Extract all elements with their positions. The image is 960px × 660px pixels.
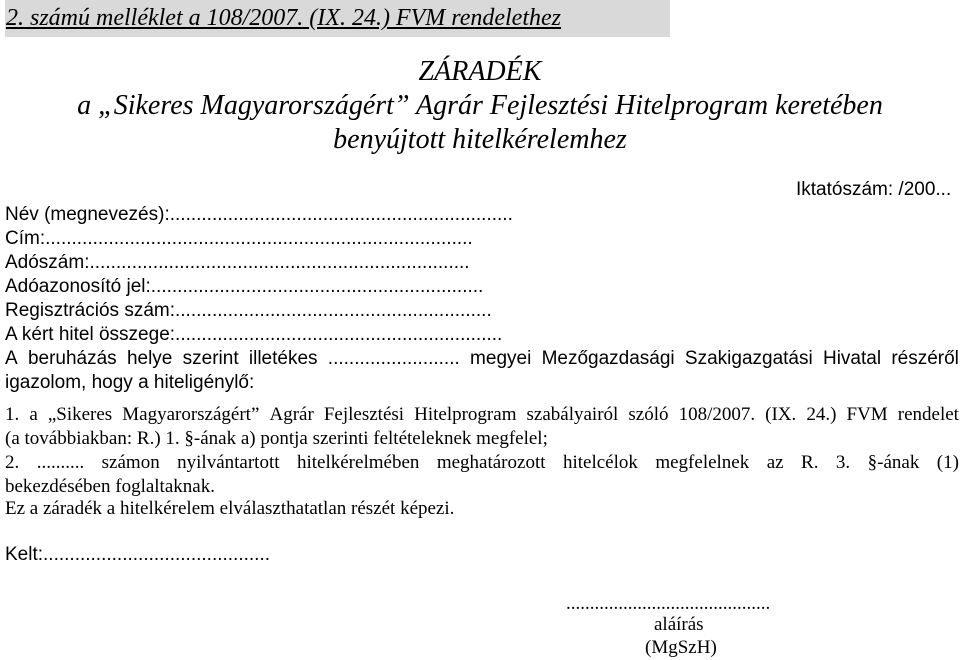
word: .........................: [327, 348, 460, 369]
word: megfelelnek: [655, 452, 750, 473]
beruhazas-line: [5, 349, 959, 368]
field-regisztracios: Regisztrációs szám:............................................................: [5, 300, 492, 321]
word: beruházás: [27, 348, 117, 369]
word: Hivatal: [822, 348, 882, 369]
word: szóló: [628, 404, 669, 425]
word: nyilvántartott: [177, 452, 280, 473]
iktatoszam-label: Iktatószám: /200...: [796, 179, 952, 200]
field-cim: Cím:.................................................................................: [5, 228, 473, 249]
word: Agrár: [269, 404, 314, 425]
point2-line2: bekezdésében foglaltaknak.: [5, 476, 215, 497]
word: 1.: [5, 404, 20, 425]
word: Mezőgazdasági: [541, 348, 675, 369]
word: szerint: [182, 348, 239, 369]
word: Magyarországért”: [122, 404, 260, 425]
point1-line1: [5, 405, 959, 424]
title-program: a „Sikeres Magyarországért” Agrár Fejlesztési Hitelprogram keretében: [77, 90, 883, 121]
title-zaradek: ZÁRADÉK: [418, 56, 542, 87]
point1-line2: (a továbbiakban: R.) 1. §-ának a) pontja szerinti feltételeknek megfelel;: [5, 428, 548, 449]
point2-line1: [5, 453, 959, 472]
word: az: [766, 452, 784, 473]
annex-header: 2. számú melléklet a 108/2007. (IX. 24.) FVM rendelethez: [5, 0, 670, 37]
word: hitelkérelmében: [296, 452, 420, 473]
field-nev: Név (megnevezés):.................................................................: [5, 204, 513, 225]
field-adoazonosito: Adóazonosító jel:...............................................................: [5, 276, 484, 297]
word: megyei: [470, 348, 532, 369]
word: rendelet: [897, 404, 959, 425]
word: ..........: [36, 452, 85, 473]
word: Fejlesztési: [323, 404, 405, 425]
word: (1): [936, 452, 959, 473]
word: 3.: [835, 452, 851, 473]
word: szabályairól: [526, 404, 619, 425]
word: illetékes: [248, 348, 318, 369]
word: 2.: [5, 452, 20, 473]
word: hitelcélok: [562, 452, 638, 473]
word: Hitelprogram: [414, 404, 517, 425]
zaradek-statement: Ez a záradék a hitelkérelem elválaszthatatlan részét képezi.: [5, 498, 455, 519]
word: „Sikeres: [47, 404, 113, 425]
field-hitel-osszeg: A kért hitel összege:..............................................................: [5, 324, 503, 345]
word: számon: [101, 452, 160, 473]
word: R.: [801, 452, 819, 473]
signature-org: (MgSzH): [645, 637, 717, 658]
word: §-ának: [867, 452, 920, 473]
word: 108/2007.: [678, 404, 756, 425]
word: meghatározott: [436, 452, 546, 473]
word: részéről: [891, 348, 959, 369]
word: (IX.: [765, 404, 797, 425]
field-adoszam: Adószám:........................................................................: [5, 252, 470, 273]
word: FVM: [846, 404, 888, 425]
word: A: [5, 348, 18, 369]
word: a: [29, 404, 38, 425]
title-request: benyújtott hitelkérelemhez: [333, 124, 627, 155]
kelt-field: Kelt:...........................................: [5, 544, 271, 565]
signature-label: aláírás: [654, 614, 704, 635]
signature-line: ...........................................: [566, 593, 771, 614]
igazolom-line: igazolom, hogy a hiteligénylő:: [5, 372, 255, 393]
word: helye: [126, 348, 173, 369]
word: Szakigazgatási: [684, 348, 813, 369]
word: 24.): [806, 404, 837, 425]
